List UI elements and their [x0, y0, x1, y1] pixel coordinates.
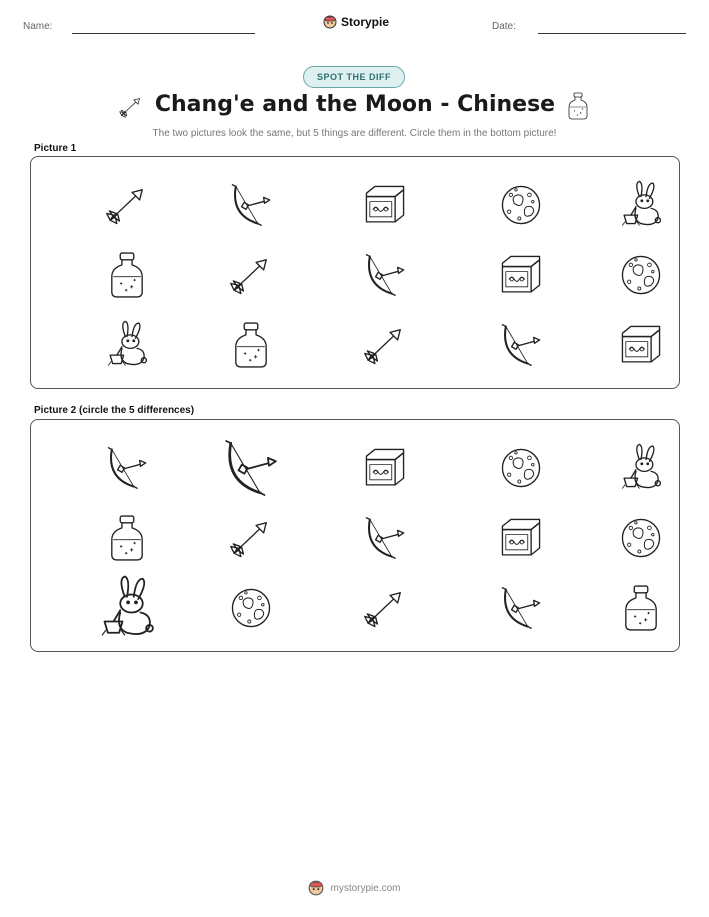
rabbit-icon — [614, 178, 668, 232]
footer — [0, 880, 709, 896]
arrow-icon — [224, 511, 278, 565]
name-line[interactable] — [72, 33, 255, 34]
date-label: Date: — [492, 21, 516, 32]
moon-icon — [614, 511, 668, 565]
bow-icon — [224, 178, 278, 232]
picture-1-item[interactable] — [614, 318, 668, 372]
moon-icon — [494, 441, 548, 495]
picture-1-item[interactable] — [358, 248, 412, 302]
picture-2-item[interactable] — [358, 511, 412, 565]
picture-1-item[interactable] — [614, 178, 668, 232]
picture-1-item[interactable] — [494, 248, 548, 302]
chest-icon — [358, 178, 412, 232]
potion-icon — [100, 248, 154, 302]
picture-1-item[interactable] — [494, 178, 548, 232]
picture-1-item[interactable] — [494, 318, 548, 372]
picture-2-item[interactable] — [614, 441, 668, 495]
storypie-mascot-icon — [308, 880, 324, 896]
picture-2-panel[interactable] — [30, 419, 680, 652]
arrow-icon — [358, 581, 412, 635]
picture-2-item[interactable] — [358, 581, 412, 635]
bow-icon — [358, 248, 412, 302]
picture-2-item[interactable] — [100, 511, 154, 565]
picture-1-item[interactable] — [224, 318, 278, 372]
rabbit-icon — [100, 318, 154, 372]
potion-icon — [100, 511, 154, 565]
rabbit-icon — [614, 441, 668, 495]
moon-icon — [494, 178, 548, 232]
bow-icon — [358, 511, 412, 565]
bow-icon — [494, 581, 548, 635]
picture-2-item[interactable] — [358, 441, 412, 495]
bow-icon — [100, 441, 154, 495]
picture-1-item[interactable] — [100, 178, 154, 232]
moon-icon — [614, 248, 668, 302]
instructions: The two pictures look the same, but 5 things are different. Circle them in the bottom picture! — [152, 128, 557, 139]
brand-name: Storypie — [341, 15, 390, 29]
picture-2-item[interactable] — [215, 432, 287, 504]
footer-url: mystorypie.com — [330, 882, 401, 894]
picture-2-label: Picture 2 (circle the 5 differences) — [34, 405, 195, 416]
potion-icon — [562, 90, 594, 122]
potion-icon — [614, 581, 668, 635]
arrow-icon — [358, 318, 412, 372]
name-label: Name: — [23, 21, 53, 32]
chest-icon — [614, 318, 668, 372]
picture-2-item[interactable] — [100, 441, 154, 495]
picture-1-item[interactable] — [100, 248, 154, 302]
picture-2-item[interactable] — [494, 441, 548, 495]
picture-1-panel[interactable] — [30, 156, 680, 389]
chest-icon — [494, 511, 548, 565]
arrow-icon — [100, 178, 154, 232]
chest-icon — [358, 441, 412, 495]
title-right-icon — [562, 90, 594, 127]
picture-2-item[interactable] — [224, 581, 278, 635]
picture-2-item[interactable] — [614, 511, 668, 565]
moon-icon — [224, 581, 278, 635]
picture-2-item[interactable] — [614, 581, 668, 635]
picture-1-label: Picture 1 — [34, 143, 77, 154]
activity-badge: SPOT THE DIFF — [303, 66, 405, 88]
bow-icon — [494, 318, 548, 372]
picture-2-item[interactable] — [91, 572, 163, 644]
picture-2-item[interactable] — [494, 511, 548, 565]
picture-2-item[interactable] — [494, 581, 548, 635]
potion-icon — [224, 318, 278, 372]
chest-icon — [494, 248, 548, 302]
arrow-icon — [224, 248, 278, 302]
picture-1-item[interactable] — [358, 178, 412, 232]
date-line[interactable] — [538, 33, 686, 34]
picture-1-item[interactable] — [358, 318, 412, 372]
picture-1-item[interactable] — [224, 178, 278, 232]
storypie-mascot-icon — [323, 15, 337, 29]
rabbit-icon — [91, 572, 163, 644]
bow-icon — [215, 432, 287, 504]
picture-1-item[interactable] — [224, 248, 278, 302]
page-title: Chang'e and the Moon - Chinese — [154, 92, 556, 117]
picture-2-item[interactable] — [224, 511, 278, 565]
picture-1-item[interactable] — [100, 318, 154, 372]
picture-1-item[interactable] — [614, 248, 668, 302]
brand-logo — [323, 15, 389, 29]
